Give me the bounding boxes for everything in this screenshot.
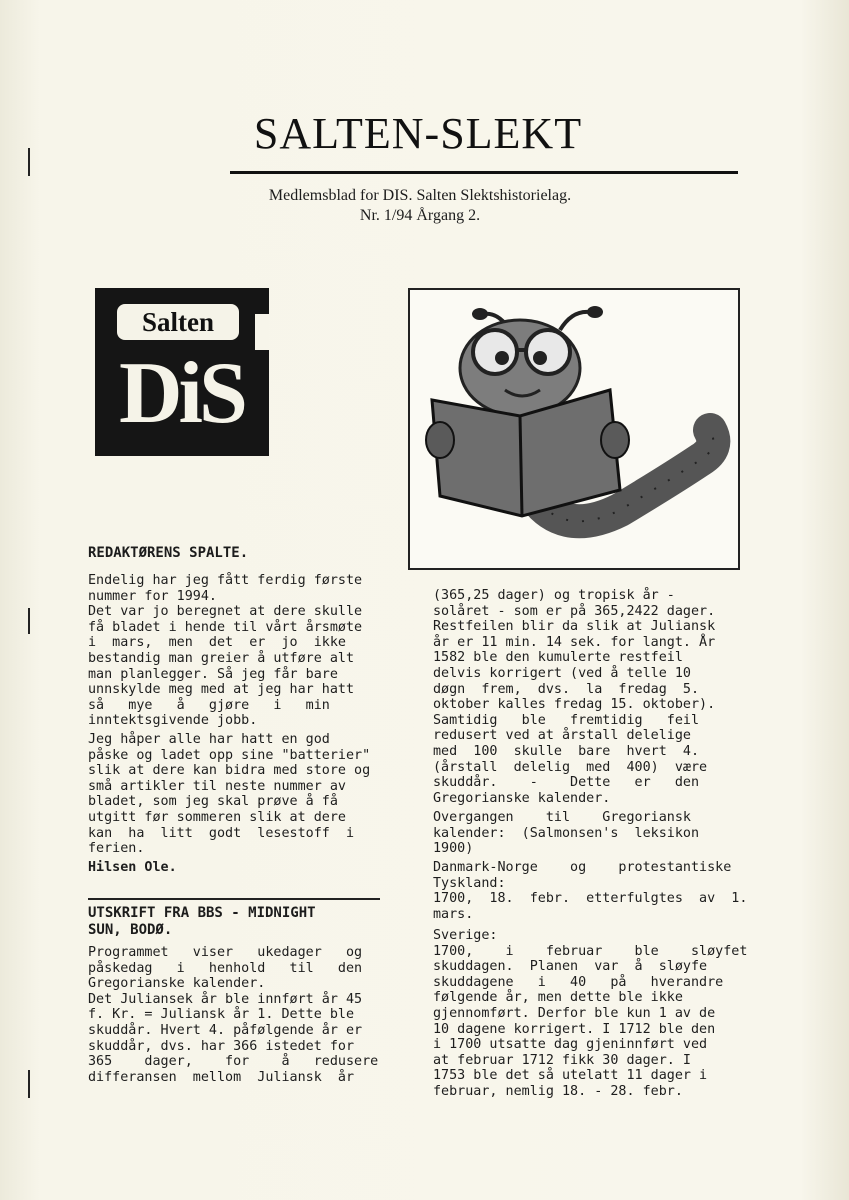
section-rule-left bbox=[88, 898, 380, 900]
worm-antenna-right bbox=[560, 312, 590, 330]
worm-hand-right bbox=[601, 422, 629, 458]
logo-letters: DiS bbox=[119, 345, 244, 442]
calendar-paragraph-4: Sverige: 1700, i februar ble sløyfet skuddagen. Planen var å sløyfe skuddagene i 40 på hverandre følgende år, men dette ble ikke gjennomført. Derfor ble kun 1 av de 10 dagene korrigert. I 1712 ble den i 1700 utsatte dag gjeninnført ved at februar 1712 fikk 30 dager. I 1753 ble det så utelatt 11 dager i februar, nemlig 18. - 28. febr. bbox=[433, 928, 748, 1099]
editor-paragraph-2: Jeg håper alle har hatt en god påske og ladet opp sine "batterier" slik at dere kan bidra med store og små artikler til neste nummer av bladet, som jeg skal prøve å få utgitt før sommeren slik at dere kan ha litt godt lesestoff i ferien. bbox=[88, 732, 371, 857]
worm-eye-right bbox=[533, 351, 547, 365]
bookworm-illustration bbox=[408, 288, 740, 570]
masthead-title: SALTEN-SLEKT bbox=[253, 109, 583, 158]
punch-mark-middle bbox=[28, 608, 30, 634]
bbs-heading-line-2: SUN, BODØ. bbox=[88, 922, 173, 938]
subtitle-line-2: Nr. 1/94 Årgang 2. bbox=[359, 207, 481, 224]
bookworm-drawing bbox=[410, 290, 738, 568]
glasses-lens-right bbox=[526, 330, 570, 374]
calendar-paragraph-2: Overgangen til Gregoriansk kalender: (Salmonsen's leksikon 1900) bbox=[433, 810, 700, 857]
editor-paragraph-1: Endelig har jeg fått ferdig første nummer for 1994. Det var jo beregnet at dere skulle få bladet i hende til vårt årsmøte i mars, men det er jo ikke bestandig man greier å utføre alt man planlegger. Så jeg får bare unnskylde meg med at jeg har hatt så mye å gjøre i min inntektsgivende jobb. bbox=[88, 573, 363, 729]
calendar-paragraph-3: Danmark-Norge og protestantiske Tyskland: 1700, 18. febr. etterfulgtes av 1. mars. bbox=[433, 860, 748, 922]
subtitle-line-1: Medlemsblad for DIS. Salten Slektshistorielag. bbox=[268, 187, 572, 204]
logo-notch bbox=[255, 314, 269, 350]
editor-heading: REDAKTØRENS SPALTE. bbox=[88, 545, 249, 561]
masthead-rule bbox=[230, 171, 738, 174]
book-spine bbox=[520, 416, 522, 516]
worm-antenna-tip-right bbox=[587, 306, 603, 318]
punch-mark-top bbox=[28, 148, 30, 176]
calendar-paragraph-1: (365,25 dager) og tropisk år - solåret - som er på 365,2422 dager. Restfeilen blir da slik at Juliansk år er 11 min. 14 sek. for langt. År 1582 ble den kumulerte restfeil delvis korrigert (ved å telle 10 døgn frem, dvs. la fredag 5. oktober kalles fredag 15. oktober). Samtidig ble fremtidig feil redusert ved at årstall delelige med 100 skulle bare hvert 4. (årstall delelig med 400) være skuddår. - Dette er den Gregorianske kalender. bbox=[433, 588, 716, 806]
editor-signoff: Hilsen Ole. bbox=[88, 860, 177, 875]
punch-mark-bottom bbox=[28, 1070, 30, 1098]
worm-antenna-tip-left bbox=[472, 308, 488, 320]
logo-label: Salten bbox=[117, 304, 239, 340]
masthead-subtitle bbox=[230, 186, 610, 226]
bbs-heading-line-1: UTSKRIFT FRA BBS - MIDNIGHT bbox=[88, 905, 316, 921]
dis-salten-logo bbox=[95, 288, 269, 456]
bbs-paragraph: Programmet viser ukedager og påskedag i henhold til den Gregorianske kalender. Det Juliansek år ble innført år 45 f. Kr. = Juliansk år 1. Dette ble skuddår. Hvert 4. påfølgende år er skuddår, dvs. har 366 istedet for 365 dager, for å redusere differansen mellom Juliansk år bbox=[88, 945, 379, 1085]
worm-eye-left bbox=[495, 351, 509, 365]
worm-hand-left bbox=[426, 422, 454, 458]
glasses-lens-left bbox=[473, 330, 517, 374]
